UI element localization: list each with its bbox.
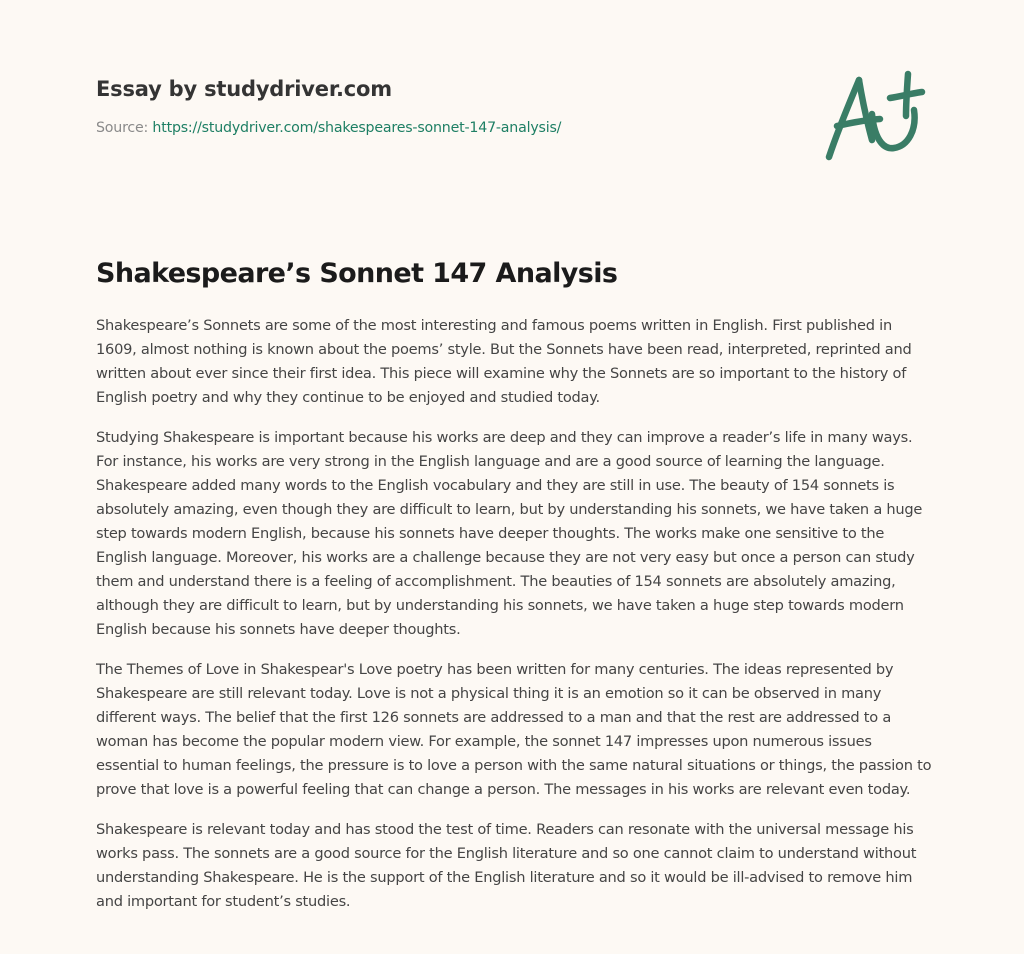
paragraph: Shakespeare is relevant today and has stood the test of time. Readers can resonate with the universal message his works pass. The sonnets are a good source for the English literature and so one cannot claim to understand without understanding Shakespeare. He is the support of the English literature and so it would be ill-advised to remove him and important for student’s studies. [96, 821, 917, 910]
source-label: Source: [96, 120, 153, 136]
essay-body [96, 314, 932, 930]
paragraph: The Themes of Love in Shakespear's Love poetry has been written for many centuries. The ideas represented by Shakespeare are still relevant today. Love is not a physical thing it is an emotion so it can be observed in many different ways. The belief that the first 126 sonnets are addressed to a man and that the rest are addressed to a woman has become the popular modern view. For example, the sonnet 147 impresses upon numerous issues essential to human feelings, the pressure is to love a person with the same natural situations or things, the passion to prove that love is a powerful feeling that can change a person. The messages in his works are relevant even today. [96, 661, 932, 798]
site-title: Essay by studydriver.com [96, 77, 392, 101]
paragraph: Studying Shakespeare is important because his works are deep and they can improve a reader’s life in many ways. For instance, his works are very strong in the English language and are a good source of learning the language. Shakespeare added many words to the English vocabulary and they are still in use. The beauty of 154 sonnets is absolutely amazing, even though they are difficult to learn, but by understanding his sonnets, we have taken a huge step towards modern English, because his sonnets have deeper thoughts. The works make one sensitive to the English language. Moreover, his works are a challenge because they are not very easy but once a person can study them and understand there is a feeling of accomplishment. The beauties of 154 sonnets are absolutely amazing, although they are difficult to learn, but by understanding his sonnets, we have taken a huge step towards modern English because his sonnets have deeper thoughts. [96, 429, 923, 638]
source-line [96, 118, 796, 138]
page-header [96, 74, 796, 138]
document-title: Shakespeare’s Sonnet 147 Analysis [96, 258, 618, 289]
source-link[interactable]: https://studydriver.com/shakespeares-sonnet-147-analysis/ [152, 120, 562, 136]
paragraph: Shakespeare’s Sonnets are some of the most interesting and famous poems written in English. First published in 1609, almost nothing is known about the poems’ style. But the Sonnets have been read, interpreted, reprinted and written about ever since their first idea. This piece will examine why the Sonnets are so important to the history of English poetry and why they continue to be enjoyed and studied today. [96, 317, 912, 406]
a-plus-grade-icon [822, 68, 932, 166]
